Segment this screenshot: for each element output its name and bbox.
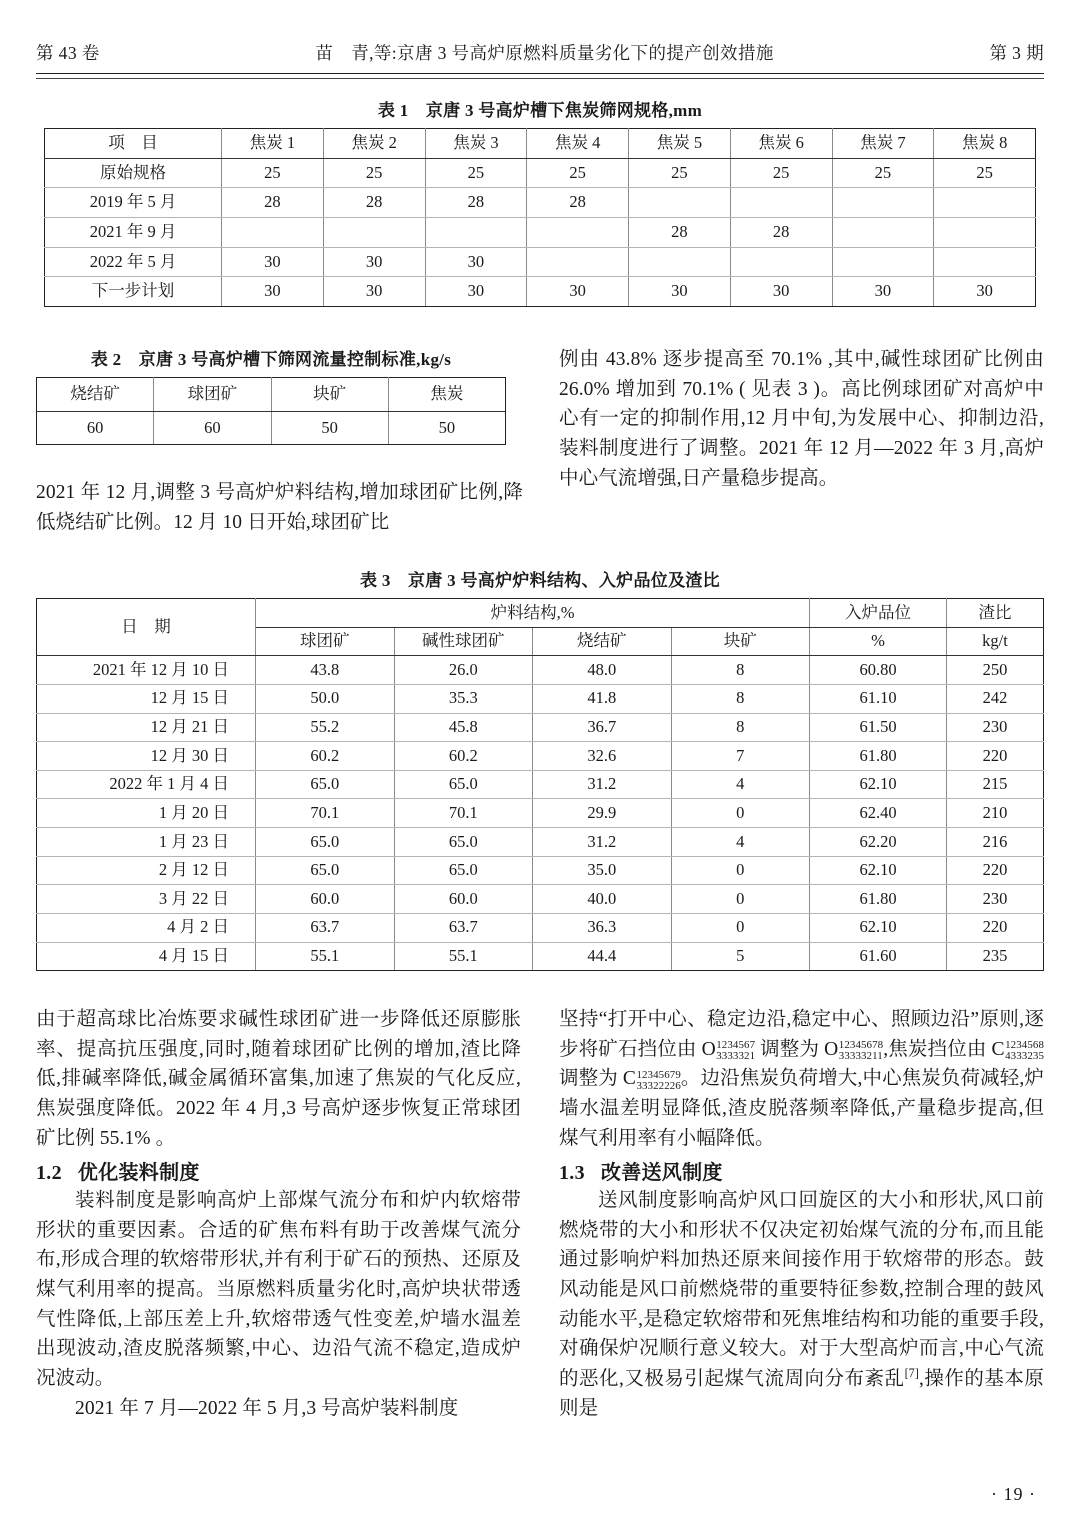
table1-col-header: 焦炭 2 (323, 129, 425, 159)
bottom-section (36, 1005, 1044, 1424)
right-column-bottom (559, 1005, 1044, 1424)
table1-row-label: 2019 年 5 月 (45, 188, 222, 218)
table-row (45, 247, 1036, 277)
section-heading-1-3 (559, 1156, 1044, 1185)
right-para-2-part-c: ,焦炭挡位由 (883, 1038, 992, 1060)
table1-cell: 25 (832, 158, 934, 188)
table3-lump: 0 (671, 913, 810, 942)
table1-body (45, 129, 1036, 307)
table3-slag: 230 (947, 885, 1044, 914)
right-paragraph-2 (559, 1005, 1044, 1153)
ore-notation-to (824, 1038, 884, 1063)
coke-notation-from-base: C (991, 1038, 1005, 1060)
table3-date: 1 月 20 日 (37, 799, 256, 828)
table3-sinter: 44.4 (533, 942, 672, 971)
table1 (44, 128, 1036, 307)
table3-lump: 8 (671, 656, 810, 685)
table3 (36, 598, 1044, 971)
table1-cell (629, 247, 731, 277)
table1-col-header: 焦炭 1 (222, 129, 324, 159)
right-paragraph-1: 例由 43.8% 逐步提高至 70.1% ,其中,碱性球团矿比例由 26.0% 增加到 70.1% ( 见表 3 )。高比例球团矿对高炉中心有一定的抑制作用,12 月中旬,为发展中心、抑制边沿,装料制度进行了调整。2021 年 12 月—2022 年 3 月,高炉中心气流增强,日产量稳步提高。 (559, 349, 1044, 489)
table3-grade: 62.10 (810, 913, 947, 942)
coke-notation-to-sub: 33322226 (636, 1079, 681, 1092)
table1-cell (934, 217, 1036, 247)
table1-cell: 25 (527, 158, 629, 188)
table2-cell: 60 (154, 411, 271, 445)
table3-sinter: 35.0 (533, 856, 672, 885)
table1-cell: 30 (832, 277, 934, 307)
coke-notation-to-base: C (622, 1068, 636, 1090)
table1-cell (323, 217, 425, 247)
table3-lump: 5 (671, 942, 810, 971)
table3-sub-header: 烧结矿 (533, 627, 672, 656)
table2-col-header: 焦炭 (388, 378, 505, 412)
table1-cell: 30 (425, 277, 527, 307)
ore-notation-from-base: O (701, 1038, 716, 1060)
coke-notation-from-stack (1005, 1040, 1044, 1062)
left-column-bottom (36, 1005, 521, 1424)
coke-notation-to (622, 1068, 681, 1092)
left-column-top (36, 345, 521, 493)
ore-notation-to-sup: 12345678 (838, 1039, 884, 1052)
table3-pellet: 43.8 (256, 656, 395, 685)
table3-pellet: 60.0 (256, 885, 395, 914)
table3-pellet: 70.1 (256, 799, 395, 828)
table3-grade: 62.20 (810, 828, 947, 857)
right-para-2-part-b: 调整为 (755, 1038, 825, 1060)
table-row (37, 942, 1044, 971)
table3-sinter: 29.9 (533, 799, 672, 828)
table-row (37, 828, 1044, 857)
table-row (37, 799, 1044, 828)
table2-cell: 50 (388, 411, 505, 445)
table-row (45, 277, 1036, 307)
table3-grade: 62.10 (810, 770, 947, 799)
table-row (37, 742, 1044, 771)
table3-slag: 242 (947, 684, 1044, 713)
table2-cell: 60 (37, 411, 154, 445)
running-head (36, 40, 1044, 65)
table3-basic-pellet: 65.0 (394, 770, 533, 799)
table1-cell: 28 (730, 217, 832, 247)
table1-col-header: 焦炭 4 (527, 129, 629, 159)
table3-lump: 0 (671, 856, 810, 885)
table3-date: 2021 年 12 月 10 日 (37, 656, 256, 685)
section-number: 1.3 (559, 1162, 585, 1185)
right-para-3-part-a: 送风制度影响高炉风口回旋区的大小和形状,风口前燃烧带的大小和形状不仅决定初始煤气流的分布,而且能通过影响炉料加热还原来间接作用于软熔带的形态。鼓风动能是风口前燃烧带的重要特征参数,控制合理的鼓风动能水平,是稳定软熔带和死焦堆结构和功能的重要手段,对确保炉况顺行意义较大。对于大型高炉而言,中心气流的恶化,又极易引起煤气流周向分布紊乱 (559, 1190, 1044, 1390)
ore-notation-from-sup: 1234567 (716, 1039, 756, 1052)
table3-basic-pellet: 63.7 (394, 913, 533, 942)
table3-sinter: 36.3 (533, 913, 672, 942)
table1-cell: 28 (629, 217, 731, 247)
table3-date: 4 月 2 日 (37, 913, 256, 942)
table2-col-header: 块矿 (271, 378, 388, 412)
table1-cell: 30 (425, 247, 527, 277)
ore-notation-to-sub: 33333211 (838, 1050, 883, 1063)
table3-slag-header: 渣比 (947, 599, 1044, 628)
table1-cell: 25 (323, 158, 425, 188)
table3-slag: 210 (947, 799, 1044, 828)
table1-cell: 30 (730, 277, 832, 307)
table-row (45, 158, 1036, 188)
left-paragraph-1-wrap (36, 478, 523, 537)
table1-cell: 30 (934, 277, 1036, 307)
right-column-top (559, 345, 1044, 493)
table3-slag-unit: kg/t (947, 627, 1044, 656)
table3-sub-header: 球团矿 (256, 627, 395, 656)
table-row (37, 913, 1044, 942)
table3-pellet: 65.0 (256, 856, 395, 885)
table1-col-header: 项 目 (45, 129, 222, 159)
table3-caption: 表 3 京唐 3 号高炉炉料结构、入炉品位及渣比 (360, 571, 720, 590)
table1-row-label: 原始规格 (45, 158, 222, 188)
table1-cell (832, 247, 934, 277)
table1-cell (222, 217, 324, 247)
table1-caption: 表 1 京唐 3 号高炉槽下焦炭筛网规格,mm (377, 101, 703, 120)
table3-grade: 61.60 (810, 942, 947, 971)
table1-col-header: 焦炭 3 (425, 129, 527, 159)
table3-block (36, 566, 1044, 971)
header-rule (36, 73, 1044, 79)
table3-sinter: 31.2 (533, 828, 672, 857)
table-row (37, 411, 506, 445)
table3-slag: 235 (947, 942, 1044, 971)
table3-grade: 61.80 (810, 885, 947, 914)
left-paragraph-4: 2021 年 7 月—2022 年 5 月,3 号高炉装料制度 (75, 1397, 459, 1419)
table1-cell (730, 247, 832, 277)
ore-notation-from-sub: 3333321 (716, 1050, 756, 1063)
table3-lump: 0 (671, 885, 810, 914)
table-row (37, 656, 1044, 685)
table3-pellet: 55.2 (256, 713, 395, 742)
table3-basic-pellet: 55.1 (394, 942, 533, 971)
reference-marker-7: [7] (904, 1365, 919, 1380)
table3-date: 12 月 21 日 (37, 713, 256, 742)
table-row (37, 713, 1044, 742)
table1-cell: 25 (730, 158, 832, 188)
article-running-title: 苗 青,等:京唐 3 号高炉原燃料质量劣化下的提产创效措施 (315, 43, 774, 63)
table3-pellet: 50.0 (256, 684, 395, 713)
table3-pellet: 63.7 (256, 913, 395, 942)
table3-basic-pellet: 35.3 (394, 684, 533, 713)
coke-notation-to-sup: 12345679 (636, 1068, 681, 1081)
table3-basic-pellet: 26.0 (394, 656, 533, 685)
table3-sinter: 41.8 (533, 684, 672, 713)
table3-lump: 8 (671, 684, 810, 713)
table3-sinter: 48.0 (533, 656, 672, 685)
table2-body (37, 378, 506, 445)
table3-lump: 0 (671, 799, 810, 828)
table3-lump: 4 (671, 828, 810, 857)
table3-sub-header: 碱性球团矿 (394, 627, 533, 656)
ore-notation-to-base: O (824, 1038, 839, 1060)
table3-sinter: 31.2 (533, 770, 672, 799)
table1-cell (832, 217, 934, 247)
table3-grade: 61.50 (810, 713, 947, 742)
table1-cell: 30 (629, 277, 731, 307)
table3-slag: 215 (947, 770, 1044, 799)
table3-sub-header: 块矿 (671, 627, 810, 656)
right-para-2-part-a: 坚持“打开中心、稳定边沿,稳定中心、照顾边沿”原则,逐步将矿石挡位由 (559, 1009, 1044, 1060)
ore-notation-to-stack (839, 1040, 883, 1062)
table1-cell: 30 (222, 277, 324, 307)
table1-col-header: 焦炭 7 (832, 129, 934, 159)
table1-cell (527, 247, 629, 277)
table3-grade: 62.10 (810, 856, 947, 885)
right-para-2-part-d: 调整为 (559, 1068, 623, 1090)
table3-date: 1 月 23 日 (37, 828, 256, 857)
table2 (36, 377, 506, 445)
table1-cell: 30 (222, 247, 324, 277)
table1-cell: 28 (222, 188, 324, 218)
table1-cell: 25 (934, 158, 1036, 188)
table1-cell: 25 (629, 158, 731, 188)
table1-header-row (45, 129, 1036, 159)
table3-group-header: 炉料结构,% (256, 599, 810, 628)
table1-cell: 28 (323, 188, 425, 218)
table1-col-header: 焦炭 6 (730, 129, 832, 159)
table3-date-header: 日 期 (37, 599, 256, 656)
coke-notation-to-stack (636, 1070, 680, 1092)
table3-basic-pellet: 70.1 (394, 799, 533, 828)
table3-basic-pellet: 60.2 (394, 742, 533, 771)
table3-body (37, 599, 1044, 971)
table3-sinter: 36.7 (533, 713, 672, 742)
left-paragraph-2: 由于超高球比冶炼要求碱性球团矿进一步降低还原膨胀率、提高抗压强度,同时,随着球团矿比例的增加,渣比降低,排碱率降低,碱金属循环富集,加速了焦炭的气化反应,焦炭强度降低。2022 年 4 月,3 号高炉逐步恢复正常球团矿比例 55.1% 。 (36, 1009, 521, 1149)
table1-cell: 25 (222, 158, 324, 188)
table3-sinter: 40.0 (533, 885, 672, 914)
table-row (37, 684, 1044, 713)
left-paragraph-1: 2021 年 12 月,调整 3 号高炉炉料结构,增加球团矿比例,降低烧结矿比例。12 月 10 日开始,球团矿比 (36, 482, 523, 533)
table3-slag: 220 (947, 856, 1044, 885)
table2-caption: 表 2 京唐 3 号高炉槽下筛网流量控制标准,kg/s (90, 350, 452, 369)
table1-cell: 28 (425, 188, 527, 218)
table1-cell (527, 217, 629, 247)
table3-sinter: 32.6 (533, 742, 672, 771)
page-folio: · 19 · (991, 1484, 1036, 1504)
table3-grade-unit: % (810, 627, 947, 656)
table1-col-header: 焦炭 8 (934, 129, 1036, 159)
table3-date: 2022 年 1 月 4 日 (37, 770, 256, 799)
table1-cell: 30 (323, 247, 425, 277)
table3-pellet: 60.2 (256, 742, 395, 771)
table1-cell (832, 188, 934, 218)
table2-block (36, 345, 506, 445)
table1-block (44, 96, 1036, 307)
table3-slag: 220 (947, 742, 1044, 771)
right-paragraph-3 (559, 1186, 1044, 1424)
table3-slag: 230 (947, 713, 1044, 742)
table3-grade-header: 入炉品位 (810, 599, 947, 628)
table3-date: 4 月 15 日 (37, 942, 256, 971)
table-row (37, 885, 1044, 914)
table3-basic-pellet: 65.0 (394, 828, 533, 857)
table-row (45, 217, 1036, 247)
table3-date: 12 月 30 日 (37, 742, 256, 771)
table3-header-row-1 (37, 599, 1044, 628)
table3-basic-pellet: 60.0 (394, 885, 533, 914)
table3-slag: 216 (947, 828, 1044, 857)
table2-cell: 50 (271, 411, 388, 445)
table3-date: 3 月 22 日 (37, 885, 256, 914)
table3-slag: 250 (947, 656, 1044, 685)
table-row (37, 856, 1044, 885)
section-number: 1.2 (36, 1162, 62, 1185)
table2-col-header: 球团矿 (154, 378, 271, 412)
table3-grade: 60.80 (810, 656, 947, 685)
section-title: 优化装料制度 (77, 1162, 200, 1185)
coke-notation-from (991, 1038, 1044, 1063)
table2-header-row (37, 378, 506, 412)
table3-date: 2 月 12 日 (37, 856, 256, 885)
table3-lump: 7 (671, 742, 810, 771)
table-row (45, 188, 1036, 218)
table1-row-label: 下一步计划 (45, 277, 222, 307)
table3-pellet: 65.0 (256, 770, 395, 799)
table1-cell: 30 (323, 277, 425, 307)
volume-label: 第 43 卷 (36, 43, 100, 63)
ore-notation-from (701, 1038, 756, 1063)
table1-row-label: 2022 年 5 月 (45, 247, 222, 277)
table3-slag: 220 (947, 913, 1044, 942)
table3-grade: 62.40 (810, 799, 947, 828)
table1-cell (934, 247, 1036, 277)
table3-basic-pellet: 45.8 (394, 713, 533, 742)
table1-row-label: 2021 年 9 月 (45, 217, 222, 247)
table3-grade: 61.80 (810, 742, 947, 771)
table3-date: 12 月 15 日 (37, 684, 256, 713)
section-title: 改善送风制度 (600, 1162, 723, 1185)
table1-cell: 30 (527, 277, 629, 307)
coke-notation-from-sub: 4333235 (1005, 1050, 1044, 1063)
table1-cell (934, 188, 1036, 218)
section-heading-1-2 (36, 1156, 521, 1185)
table2-col-header: 烧结矿 (37, 378, 154, 412)
table1-col-header: 焦炭 5 (629, 129, 731, 159)
coke-notation-from-sup: 1234568 (1005, 1039, 1044, 1052)
table1-cell: 25 (425, 158, 527, 188)
table3-grade: 61.10 (810, 684, 947, 713)
right-para-2-part-e: 。边沿焦炭负荷增大,中心焦炭负荷减轻,炉墙水温差明显降低,渣皮脱落频率降低,产量稳步提高,但煤气利用率有小幅降低。 (559, 1068, 1044, 1149)
table1-cell (629, 188, 731, 218)
table3-lump: 4 (671, 770, 810, 799)
table1-cell (730, 188, 832, 218)
right-para-3-part-b: ,操作的基本原则是 (559, 1368, 1044, 1419)
table-row (37, 770, 1044, 799)
mid-section (36, 345, 1044, 493)
table3-pellet: 55.1 (256, 942, 395, 971)
issue-label: 第 3 期 (989, 43, 1044, 63)
table3-basic-pellet: 65.0 (394, 856, 533, 885)
table3-pellet: 65.0 (256, 828, 395, 857)
table3-lump: 8 (671, 713, 810, 742)
table1-cell: 28 (527, 188, 629, 218)
left-paragraph-3: 装料制度是影响高炉上部煤气流分布和炉内软熔带形状的重要因素。合适的矿焦布料有助于改善煤气流分布,形成合理的软熔带形状,并有利于矿石的预热、还原及煤气利用率的提高。当原燃料质量劣化时,高炉块状带透气性降低,上部压差上升,软熔带透气性变差,炉墙水温差出现波动,渣皮脱落频繁,中心、边沿气流不稳定,造成炉况波动。 (36, 1190, 521, 1389)
ore-notation-from-stack (716, 1040, 755, 1062)
table1-cell (425, 217, 527, 247)
